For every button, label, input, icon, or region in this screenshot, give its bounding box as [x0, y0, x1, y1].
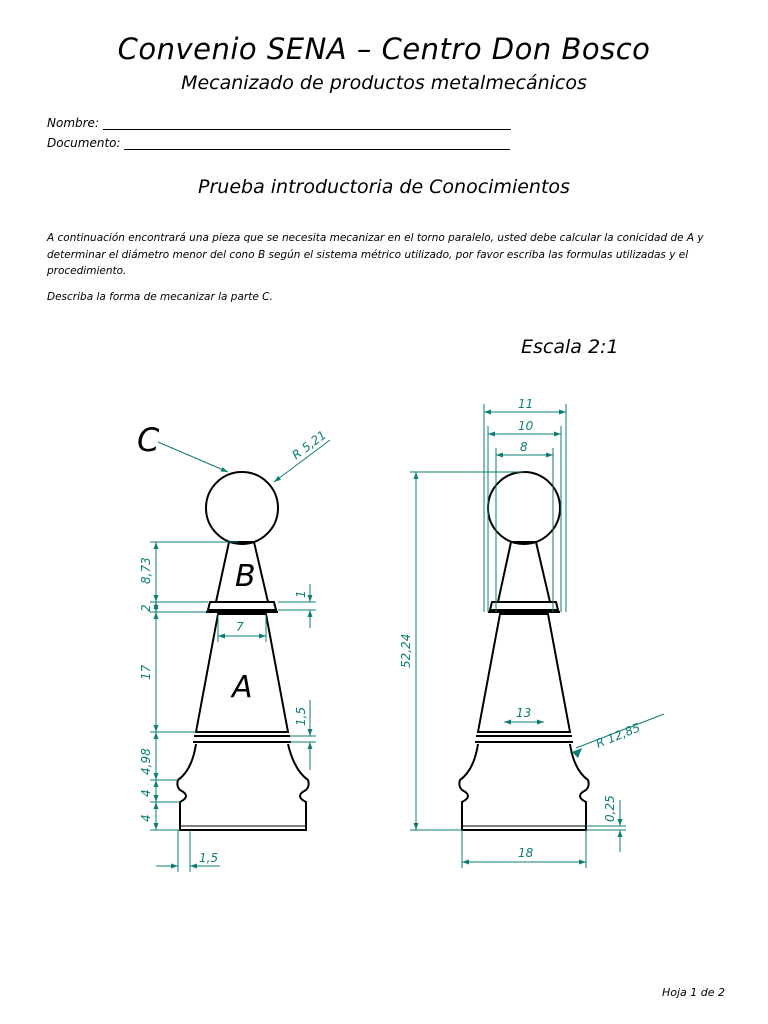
label-b: B [235, 559, 256, 594]
dim-r-1285: R 12,85 [593, 720, 643, 751]
scale-label: Escala 2:1 [521, 336, 619, 358]
right-dimension-texts [399, 397, 642, 860]
right-ball [488, 472, 560, 544]
instructions-paragraph: A continuación encontrará una pieza que se necesita mecanizar en el torno paralelo, usted debe calcular la conicidad de A y determinar el diámetro menor del cono B según el sistema métrico utilizado, por favor escriba las formulas utilizadas y el procedimiento. [47, 232, 704, 277]
dim-15-bottom: 1,5 [199, 851, 219, 865]
left-dimension-texts [139, 428, 329, 865]
dim-2: 2 [139, 604, 153, 612]
instructions-part-c: Describa la forma de mecanizar la parte C. [47, 291, 273, 303]
dim-4a: 4 [139, 789, 153, 797]
left-base [177, 744, 308, 830]
dim-025: 0,25 [603, 795, 617, 822]
document-title: Convenio SENA – Centro Don Bosco [117, 32, 651, 66]
dim-4b: 4 [139, 814, 153, 822]
label-a: A [232, 670, 253, 705]
page-footer: Hoja 1 de 2 [662, 986, 726, 999]
left-dimensions [150, 440, 330, 872]
dim-498: 4,98 [139, 748, 153, 775]
dim-15-side: 1,5 [294, 706, 308, 726]
exam-title: Prueba introductoria de Conocimientos [198, 176, 570, 198]
dim-7: 7 [236, 620, 244, 634]
dim-1: 1 [294, 590, 308, 598]
dim-13: 13 [516, 706, 532, 720]
left-view [177, 472, 308, 830]
right-base [459, 744, 588, 830]
dim-11: 11 [518, 397, 534, 411]
dim-r-521: R 5,21 [289, 427, 329, 463]
dim-10: 10 [518, 419, 534, 433]
dim-18: 18 [518, 846, 534, 860]
document-subtitle: Mecanizado de productos metalmecánicos [181, 72, 587, 94]
right-view [459, 472, 588, 830]
left-ball [206, 472, 278, 544]
right-cone-b [498, 542, 550, 602]
dim-17: 17 [139, 664, 153, 680]
dim-873: 8,73 [139, 557, 153, 584]
label-c: C [137, 421, 160, 459]
document-label: Documento: [47, 136, 121, 150]
name-label: Nombre: [47, 116, 99, 130]
dim-8: 8 [520, 440, 528, 454]
left-collar [208, 602, 276, 610]
dim-5224: 52,24 [399, 633, 413, 668]
right-collar [490, 602, 558, 610]
